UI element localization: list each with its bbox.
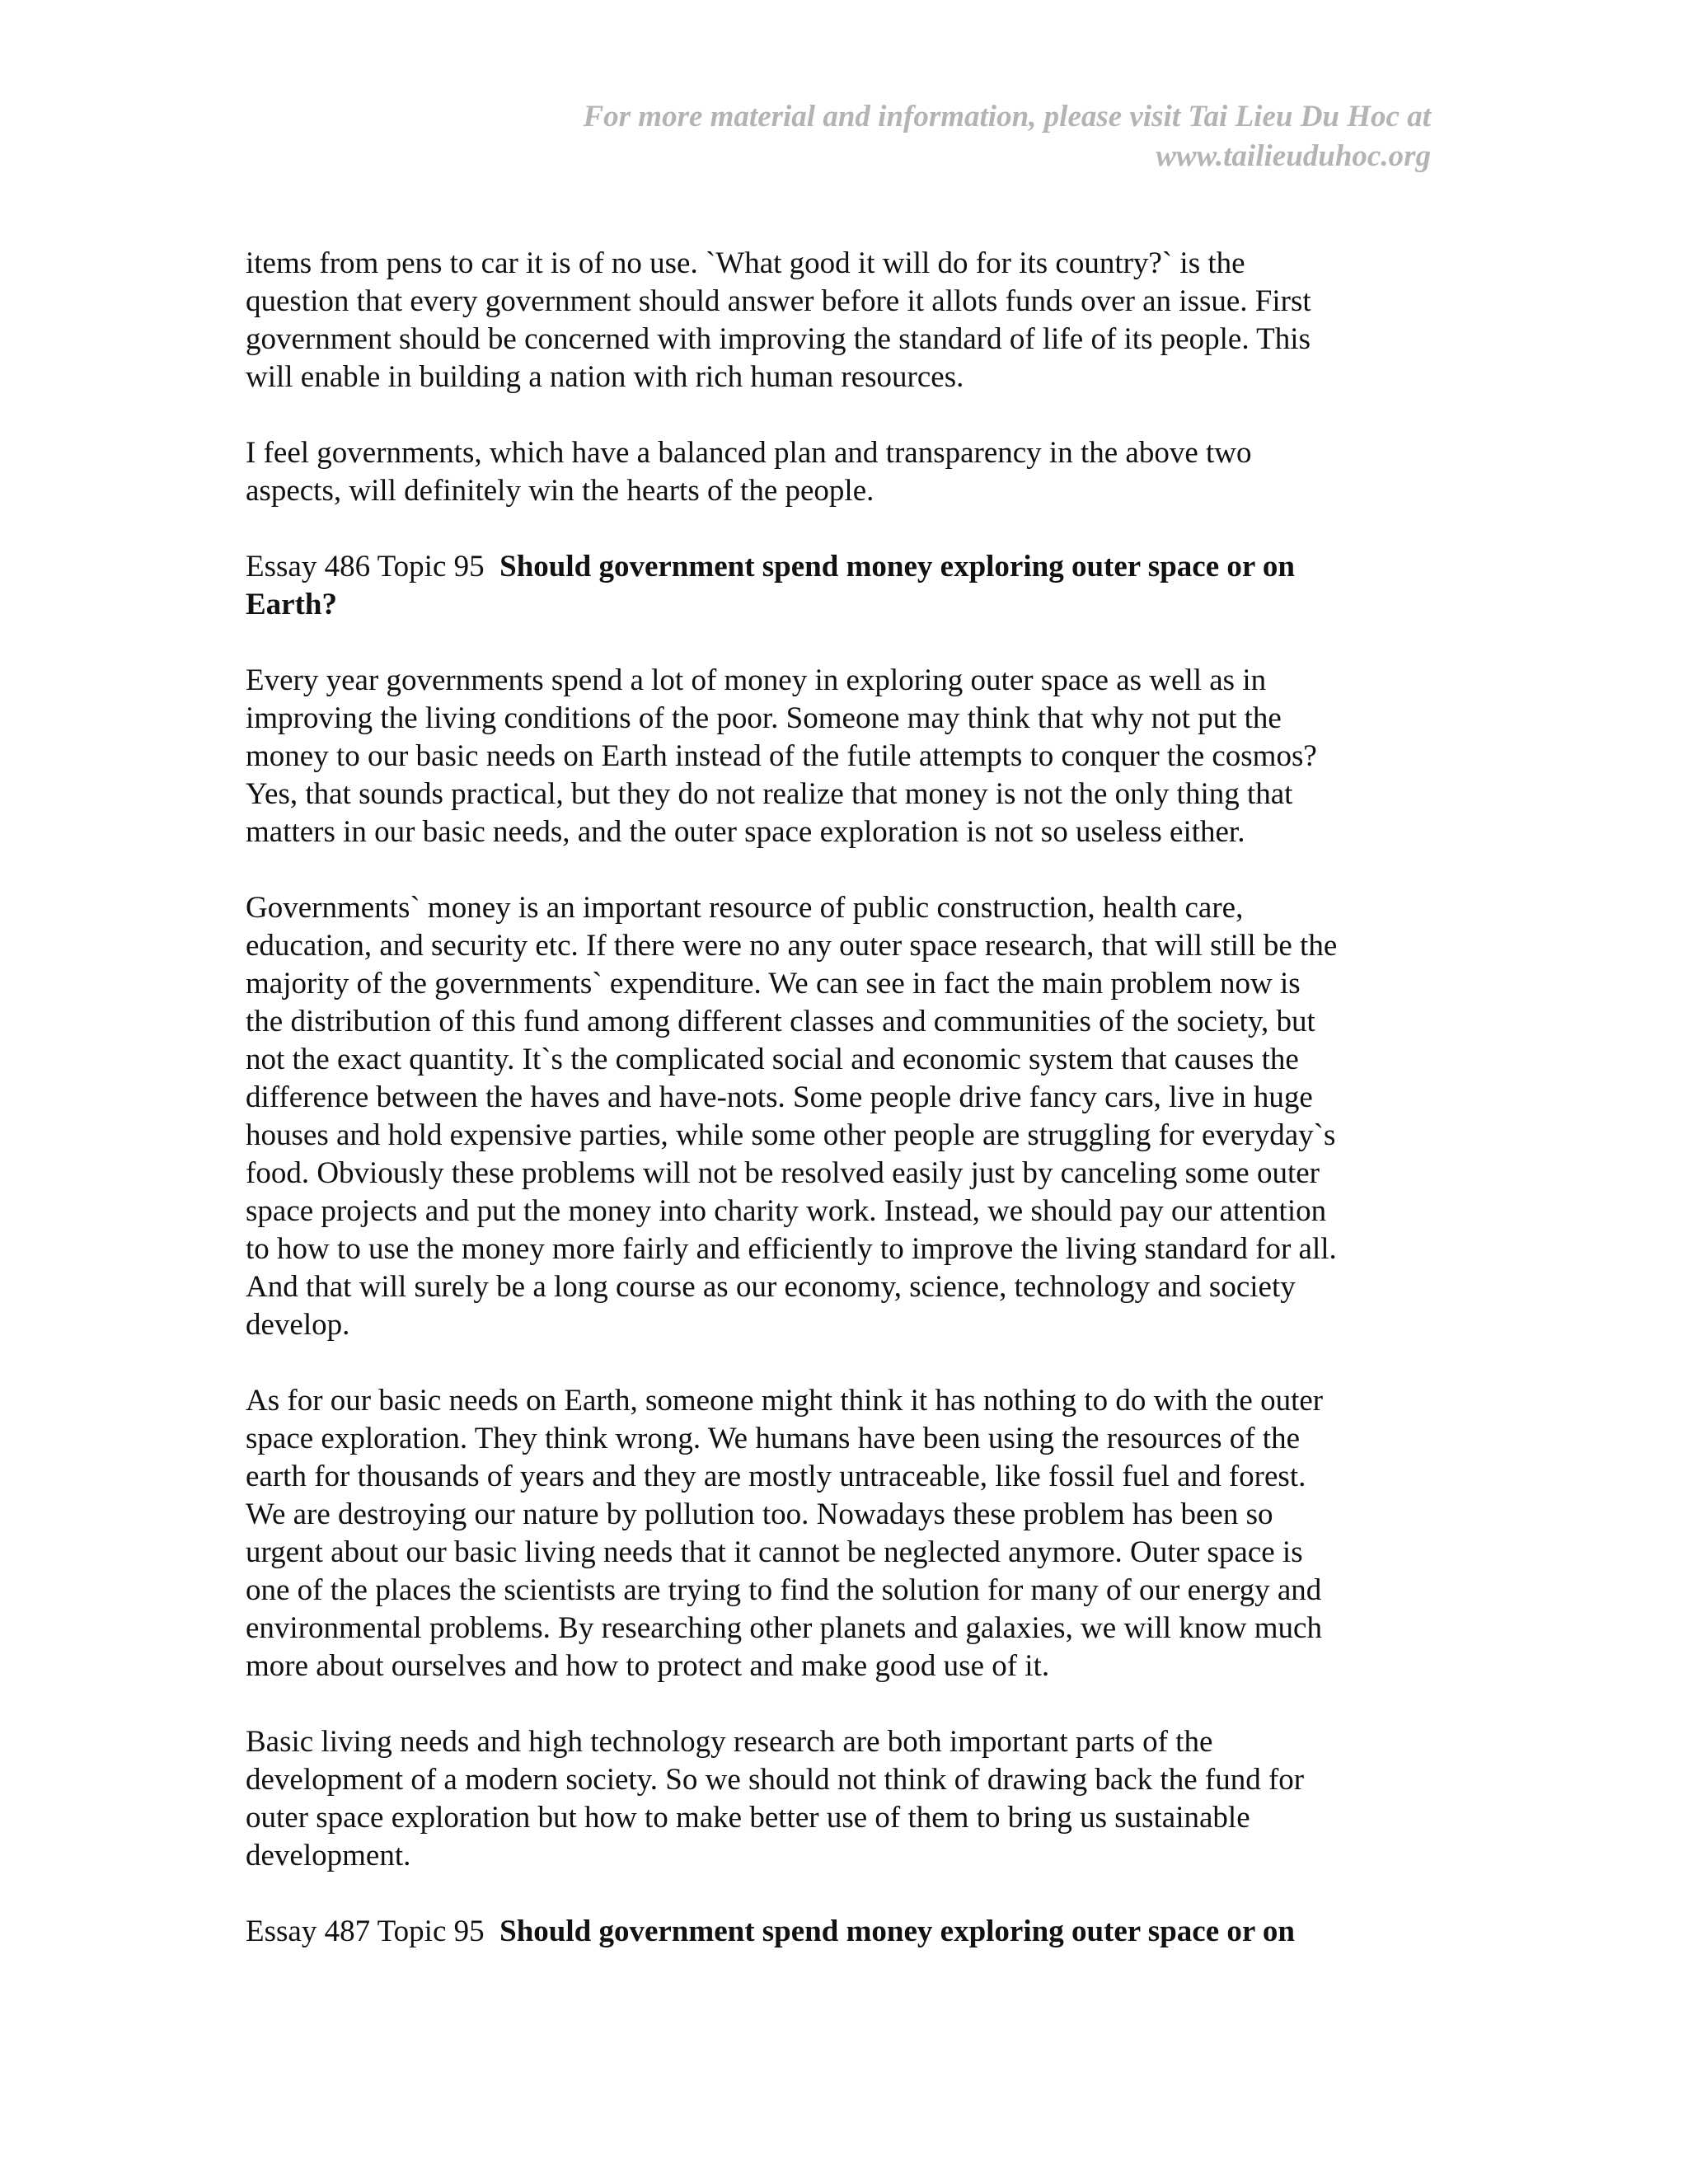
text-line: Governments` money is an important resource of public construction, health care, <box>246 891 1244 925</box>
essay-486-number: Essay 486 Topic 95 <box>246 550 485 583</box>
text-line: one of the places the scientists are trying to find the solution for many of our energy and <box>246 1573 1322 1607</box>
text-line: food. Obviously these problems will not be resolved easily just by canceling some outer <box>246 1156 1320 1190</box>
text-line: Yes, that sounds practical, but they do not realize that money is not the only thing that <box>246 777 1293 811</box>
text-line: I feel governments, which have a balanced plan and transparency in the above two <box>246 436 1252 470</box>
text-line: outer space exploration but how to make better use of them to bring us sustainable <box>246 1801 1250 1835</box>
text-line: more about ourselves and how to protect and make good use of it. <box>246 1649 1050 1683</box>
paragraph-6 <box>246 1723 1465 1875</box>
essay-heading-line <box>246 548 1465 586</box>
text-line: the distribution of this fund among different classes and communities of the society, but <box>246 1005 1315 1038</box>
paragraph-5 <box>246 1382 1465 1685</box>
essay-486-heading <box>246 548 1465 624</box>
text-line: Basic living needs and high technology research are both important parts of the <box>246 1725 1213 1759</box>
paragraph-4 <box>246 889 1465 1344</box>
header-note <box>359 97 1431 176</box>
text-line: We are destroying our nature by pollution too. Nowadays these problem has been so <box>246 1497 1273 1531</box>
text-line: question that every government should answer before it allots funds over an issue. First <box>246 284 1311 318</box>
text-line: urgent about our basic living needs that it cannot be neglected anymore. Outer space is <box>246 1535 1303 1569</box>
text-line: difference between the haves and have-nots. Some people drive fancy cars, live in huge <box>246 1080 1313 1114</box>
text-line: government should be concerned with improving the standard of life of its people. This <box>246 322 1311 356</box>
essay-487-title: Should government spend money exploring outer space or on <box>499 1915 1295 1948</box>
text-line: money to our basic needs on Earth instead of the futile attempts to conquer the cosmos? <box>246 739 1317 773</box>
text-line: not the exact quantity. It`s the complicated social and economic system that causes the <box>246 1043 1299 1076</box>
text-line: to how to use the money more fairly and efficiently to improve the living standard for all. <box>246 1232 1337 1266</box>
header-note-line-1: For more material and information, please visit Tai Lieu Du Hoc at <box>583 100 1431 134</box>
text-line: space projects and put the money into charity work. Instead, we should pay our attention <box>246 1194 1327 1228</box>
paragraph-2 <box>246 434 1465 510</box>
text-line: development. <box>246 1839 411 1872</box>
text-line: matters in our basic needs, and the outer space exploration is not so useless either. <box>246 815 1245 849</box>
paragraph-1 <box>246 245 1465 396</box>
text-line: space exploration. They think wrong. We humans have been using the resources of the <box>246 1422 1300 1455</box>
text-line: As for our basic needs on Earth, someone might think it has nothing to do with the outer <box>246 1384 1324 1418</box>
text-line: environmental problems. By researching other planets and galaxies, we will know much <box>246 1611 1322 1645</box>
essay-487-heading <box>246 1913 1465 1951</box>
header-note-url: www.tailieuduhoc.org <box>1156 139 1431 173</box>
text-line: will enable in building a nation with rich human resources. <box>246 360 964 394</box>
text-line: majority of the governments` expenditure. We can see in fact the main problem now is <box>246 967 1301 1001</box>
text-line: develop. <box>246 1308 350 1342</box>
text-line: education, and security etc. If there were no any outer space research, that will still be the <box>246 929 1338 963</box>
document-body <box>246 245 1465 1989</box>
text-line: items from pens to car it is of no use. `What good it will do for its country?` is the <box>246 246 1245 280</box>
text-line: earth for thousands of years and they are mostly untraceable, like fossil fuel and forest. <box>246 1460 1306 1493</box>
text-line: development of a modern society. So we should not think of drawing back the fund for <box>246 1763 1305 1797</box>
essay-487-number: Essay 487 Topic 95 <box>246 1915 485 1948</box>
essay-486-title: Should government spend money exploring outer space or on <box>499 550 1295 583</box>
text-line: Every year governments spend a lot of money in exploring outer space as well as in <box>246 663 1267 697</box>
paragraph-3 <box>246 662 1465 851</box>
essay-486-title-continued: Earth? <box>246 588 337 621</box>
text-line: houses and hold expensive parties, while some other people are struggling for everyday`s <box>246 1118 1336 1152</box>
essay-heading-line <box>246 1913 1465 1951</box>
text-line: And that will surely be a long course as our economy, science, technology and society <box>246 1270 1296 1304</box>
text-line: improving the living conditions of the poor. Someone may think that why not put the <box>246 701 1282 735</box>
text-line: aspects, will definitely win the hearts of the people. <box>246 474 874 508</box>
